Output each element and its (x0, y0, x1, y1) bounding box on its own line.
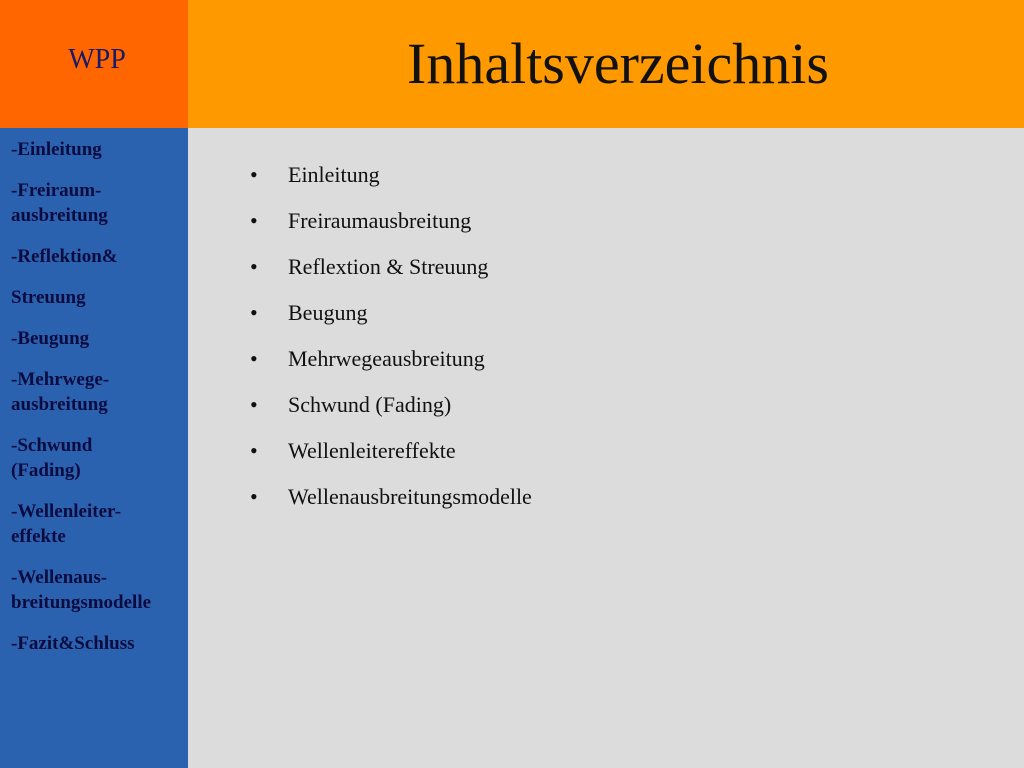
bullet-icon: • (250, 300, 258, 325)
content-item-label: Wellenleitereffekte (288, 438, 456, 463)
logo-box (0, 0, 188, 128)
bullet-icon: • (250, 438, 258, 463)
sidebar-list (0, 128, 188, 656)
sidebar-item-reflektion[interactable]: -Reflektion& (11, 246, 118, 267)
content-item-label: Reflextion & Streuung (288, 254, 489, 279)
sidebar-item-freiraumausbreitung[interactable]: -Freiraum- ausbreitung (11, 180, 108, 226)
content-item-label: Freiraumausbreitung (288, 208, 472, 233)
sidebar-item-fazit[interactable]: -Fazit&Schluss (11, 633, 135, 654)
content-item-label: Mehrwegeausbreitung (288, 346, 485, 371)
bullet-icon: • (250, 254, 258, 279)
sidebar-nav (0, 128, 188, 768)
bullet-icon: • (250, 392, 258, 417)
title-bar (188, 0, 1024, 128)
page-title: Inhaltsverzeichnis (407, 31, 829, 96)
bullet-icon: • (250, 208, 258, 233)
content-item-label: Einleitung (288, 162, 380, 187)
bullet-icon: • (250, 162, 258, 187)
sidebar-item-einleitung[interactable]: -Einleitung (11, 139, 102, 160)
content-item-label: Wellenausbreitungsmodelle (288, 484, 532, 509)
content-item-label: Schwund (Fading) (288, 392, 452, 417)
sidebar-item-streuung[interactable]: Streuung (11, 287, 86, 308)
sidebar-item-wellenausbreitungsmodelle[interactable]: -Wellenaus- breitungsmodelle (11, 567, 152, 613)
sidebar-item-beugung[interactable]: -Beugung (11, 328, 90, 349)
sidebar-item-wellenleitereffekte[interactable]: -Wellenleiter- effekte (11, 501, 122, 547)
bullet-icon: • (250, 484, 258, 509)
logo-text: WPP (68, 44, 126, 75)
bullet-icon: • (250, 346, 258, 371)
sidebar-item-mehrwegeausbreitung[interactable]: -Mehrwege- ausbreitung (11, 369, 110, 415)
content-item-label: Beugung (288, 300, 368, 325)
sidebar-item-schwund[interactable]: -Schwund (Fading) (11, 435, 93, 481)
